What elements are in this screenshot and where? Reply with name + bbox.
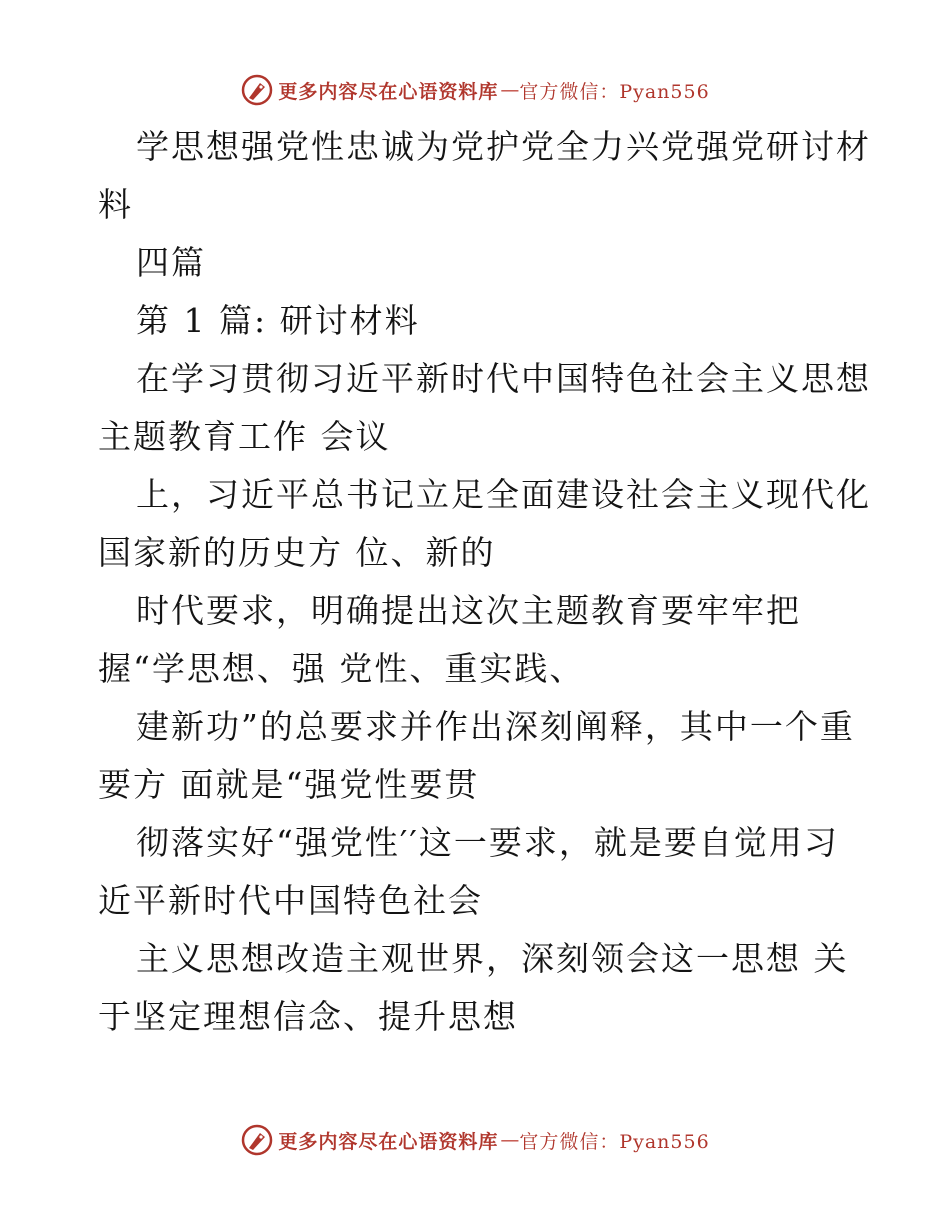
body-line: 四篇 [136, 243, 206, 282]
banner-dash: — [500, 79, 520, 101]
body-line: 第 1 篇: 研讨材料 [136, 301, 420, 340]
body-line: 上，习近平总书记立足全面建设社会主义现代化 [136, 475, 871, 514]
body-line: 学思想强党性忠诚为党护党全力兴党强党研讨材 [136, 127, 871, 166]
body-line: 时代要求，明确提出这次主题教育要牢牢把 [136, 591, 801, 630]
banner-title: 更多内容尽在心语资料库 [278, 80, 499, 103]
body-line: 握“学思想、强 党性、重实践、 [98, 649, 585, 688]
banner-wechat: 官方微信：Pyan556 [519, 80, 710, 103]
footer-banner [0, 1122, 950, 1158]
body-line: 建新功”的总要求并作出深刻阐释，其中一个重 [136, 707, 855, 746]
body-line: 在学习贯彻习近平新时代中国特色社会主义思想 [136, 359, 871, 398]
body-line: 料 [98, 185, 133, 224]
banner-title: 更多内容尽在心语资料库 [278, 1130, 499, 1153]
body-line: 主义思想改造主观世界，深刻领会这一思想 关 [136, 939, 849, 978]
body-line: 近平新时代中国特色社会 [98, 881, 483, 920]
document-body [98, 118, 871, 1046]
body-line: 主题教育工作 会议 [98, 417, 391, 456]
body-line: 要方 面就是“强党性要贯 [98, 765, 480, 804]
body-line: 国家新的历史方 位、新的 [98, 533, 496, 572]
pen-nib-logo-icon [240, 73, 274, 107]
body-line: 彻落实好“强党性′′这一要求，就是要自觉用习 [136, 823, 839, 862]
header-banner [0, 72, 950, 108]
body-line: 于坚定理想信念、提升思想 [98, 997, 518, 1036]
pen-nib-logo-icon [240, 1123, 274, 1157]
banner-wechat: 官方微信：Pyan556 [519, 1130, 710, 1153]
banner-dash: — [500, 1129, 520, 1151]
